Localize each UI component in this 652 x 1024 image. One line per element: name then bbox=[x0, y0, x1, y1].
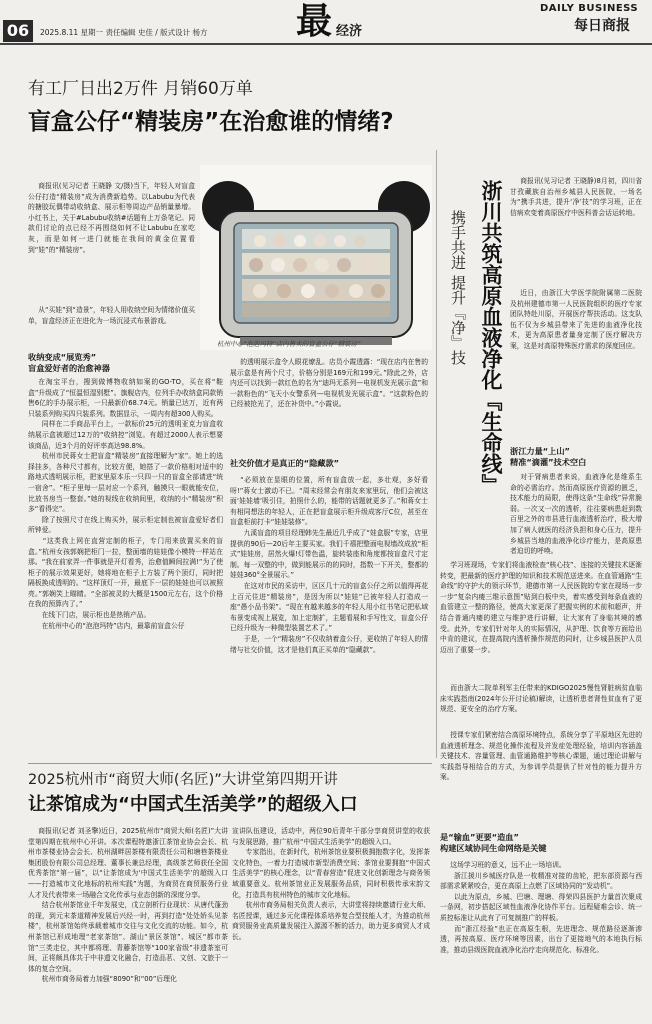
article2-headline: 让茶馆成为“中国式生活美学”的超级入口 bbox=[28, 794, 358, 815]
page-header bbox=[0, 0, 652, 44]
sidebar-paragraph-1: 商报讯(见习记者 王晓静)8月初，四川省甘孜藏族自治州乡城县人民医院，一场名为“携手共进，提升‘净’技”的学习班，正在信病欢变着高原医疗中医科普会话运转地。 bbox=[510, 177, 642, 217]
sidebar-headline: 浙川共筑高原血液净化『生命线』 bbox=[479, 180, 503, 495]
sidebar-section1-title: 浙江力量“上山” 精准“滴灌”技术空白 bbox=[510, 446, 587, 467]
article1-column1-body: 在淘宝平台，搜到做博物收纳如案的GO-TO，买在将“鞋盒”升级成了“恒温恒湿别墅”。旗舰店内，位列手办收纳盒同款销售6亿的手办展示柜，一只最新价68.74元。销量已达万，近有两只装系列购买四只装系列。数据显示，一周内有超300人购买。 同样在二手商品平台上，一款标价25元的透明亚克力盲盒收纳展示盒被超过12万的“收纳控”浏览。有超过2000人表示想要该商品，近3个月的好评率高达98.8%。 杭州市民蒋女士把盲盒“精装房”直接理解为“家”。她上的选择挂多，各种尺寸都有，比较方便，她搭了一款价格相对适中的路地式透明展示柜，把家里原本乐一只四一只的盲盒全部请进“统一宿舍”。“柜子里每一层对应一个系列，触摸只一眼就能安位，比放书房当一整套。”她的视线在收纳间里，收纳的小“精装房”积多“看得完”。 除了按照尺寸在线上购买外，展示柜定制也被盲盒爱好者们所钟爱。 “这类我上网在直营定制的柜子，专门用来放置买来的盲盒。”杭州女孩郭娴把柜门一拉，整面墙的娃娃像小模特一样站在那。“我在前家弄一件事就是开灯看秀，治愈值瞬间拉满!”为了使柜子的展示效果更好，她将地在柜子上方装了两个顶灯，同时把隔板换成透明的。“这样顶灯一开，最底下一层的娃娃也可以被照亮。”郭娴笑上瞄睛。“全部被灵的大概是1500元左右，这个价格在我的预算内了。” 在线下门店，展示柜也是热销产品。 在杭州中心的“泡泡玛特”店内，最靠前盲盒公仔 bbox=[28, 378, 223, 630]
column-divider bbox=[436, 150, 437, 758]
article2-kicker: 2025杭州市“商贸大师(名匠)”大讲堂第四期开讲 bbox=[28, 772, 338, 788]
article2-column2-body: 宣讲队伍建设，活动中，两位90后青年干部分享商贸讲堂的收获与发展思路，推广杭州“中国式生活美学”的超级入口。 专家指出，在新时代，杭州茶馆业要积极拥抱数字化，发挥茶文化特色，一着力打造城市新型消费空间；茶馆业要拥抱“中国式生活美学”的核心理念，以“青春营造”促进文化创新理念与商务领域重要意义。杭州茶馆业正发展服务品质，同时积极传承宋韵文化，打造具有杭州特色的城市文化地标。 杭州市商务局相关负责人表示，大讲堂将持续邀请行业大师、名匠授课，通过多元化课程体系培养复合型技能人才，为推动杭州商贸服务业高质量发展注入源源不断的活力，助力更多商贸人才成长。 bbox=[232, 827, 430, 941]
sidebar-paragraph-6: 授课专家们紧密结合高原环境特点，系统分享了平原地区先进的血液透析理念、规范化操作流程及并发症处理经验，培训内容涵盖关键技术、容量管理、血管通路维护等核心课题，通过理论讲解与实践指导相结合的方式，为参训学员提供了针对性的能力提升方案。 bbox=[440, 731, 642, 782]
photo-caption: 杭州中心“泡泡玛特”店内售卖的盲盒公仔“精装房” bbox=[217, 340, 361, 348]
sidebar-paragraph-3: 对于肾病患者来说，血液净化是维系生命的必需治疗。然而高原医疗资源的匮乏，技术能力的局限，使得这条“生命线”异常脆弱。一次又一次的透析，往往要病患赶到数百里之外的市县进行血液透析治疗，极大增加了病人就医的经济负担和身心压力，提升乡城县当地的血液净化诊疗能力，是高原患者迫切的呼唤。 bbox=[510, 473, 642, 556]
article1-lead-paragraph-1: 商报讯(见习记者 王晓静 文/摄)当下，年轻人对盲盒公仔打造“精装房”成为消费新趋势。以Labubu为代表的搪胶玩偶带动收纳盒、展示柜等周边产品销量暴增。小红书上，关于#Labubu收纳#话题有上万条笔记。同款们讨论的点已经不再围绕如何不让Labubu在家吃灰，而是如何一进门就能在我间的黄金位置看到“娃”的“精装房”。 bbox=[28, 182, 195, 254]
article1-kicker: 有工厂日出2万件 月销60万单 bbox=[28, 79, 253, 99]
article2-column1-body: 商报讯(记者 刘圣擎)近日，2025杭州市“商贸大师(名匠)”大讲堂第四期在杭州中心开讲。本次课程特邀浙江茶馆业协会会长、杭州市茶楼业协会会长、杭州湖畔居茶楼有限责任公司和塘巷茶楼业集团股份有限公司总经理、董事长兼总经理，高级茶艺师获任全国优秀茶馆“第一届”，以“让茶馆成为‘中国式生活美学’的超级入口——打造城市文化地标的杭州实践”为题，为商贸在商贸服务行业人才及代表带来一场融合文化传承与业态创新的深度分享。 结合杭州茶馆业千年发展史，戊立剖析行业现状：从唐代蓬劲的现，到元末茶道精神发展后兴经一时，再到打造“处处娇头见茶楼”，杭州茶馆始终承载着城市交往与文化交流的功能。如今，杭州茶馆已形成地理“老家茶馆”、湖山“景区茶馆”、城区“都市茶馆”三类走位，其中都将理、青藤茶馆等“100家省级”非遗茶室可间，正将颇具体共于中非遗文化融合，打造品茗、文创、文旅于一体的复合空间。 杭州市商务局着力加强“8090”和“00”后理化 bbox=[28, 827, 228, 984]
blind-box-display-case-photo bbox=[200, 165, 432, 350]
article1-lead-paragraph-2: 从“买娃”到“造景”，年轻人用收纳空间为情绪价值买单，盲盒经济正在进化为一场沉浸式布景游戏。 bbox=[28, 306, 195, 325]
sidebar-paragraph-7: 这场学习班的意义，远不止一场培训。 浙江援川乡城医疗队是一枚精准对接的齿轮，把东部资源与西部需求紧紧咬合，更在高原上点燃了区域协同的“发动机”。 以此为原点，乡城、巴塘、理塘、得荣四县医护力量首次聚成一条网，初步搭起区域性血液净化协作平台。远程疑难会诊、统一质控标准让从此有了可复制推广的样板。 而“浙江经验”也正在高原生根，先进理念、规范路径逐渐渗透，再按高原、医疗环境等因素，出台了更接地气的本地执行标准，推动县级医院血液净化治疗走向规范化、标准化。 bbox=[440, 861, 642, 954]
article1-section1-title: 收纳变成“展览秀” 盲盒爱好者的治愈神器 bbox=[28, 352, 110, 373]
sidebar-paragraph-2: 近日，由浙江大学医学院附属第二医院及杭州建德市第一人民医院组织的医疗专家团队特赴川原，开展医疗帮扶活动。这支队伍不仅为乡城县带来了先进的血液净化技术，更为高原患者量身定制了医疗解决方案，这是对高原特殊医疗需求的深度回应。 bbox=[510, 289, 642, 350]
header-rule bbox=[0, 43, 652, 45]
article1-column2-body: 的透明展示盒令人眼花缭乱。店员小霞透露：“现在店内在售的展示盒是有两个尺寸，价格分别是169元和199元。”除此之外，店内还可以找到一款红色的名为“迪玛无系列—电视机发光展示盒”和一款粉色的“飞天小女警系列—电视机发光展示盒”。“这款粉色的已经被抢光了，还在补货中。”小霞说。 bbox=[230, 358, 428, 409]
product-photo bbox=[200, 165, 432, 350]
page-number: 06 bbox=[3, 20, 33, 42]
sidebar-paragraph-4: 学习班现场，专家们将血液检查“核心技”、连接的关键技术逐渐转变，把最新的医疗护理的知识和技术规范送进来。在血管通路“生命线”的守护大的领示环节，建德市第一人民医院的专家在现场一步一步“复杂内瘘三维示意图”贴到白板中央，着实感受到每条血液的血管建立一整的路径，使高大家更深了把握实例的术前和超声，并结合普通内瘘的建立与维护进行讲解，让大家有了身临其境的感受。此外，专家们针对年人的实际情况，从护理、饮食等方面给出中肯的建议，在提高院内透析操作规范的同时，让乡城县医护人员迈出了重要一步。 bbox=[440, 561, 642, 654]
article1-section2-title: 社交价值才是真正的“隐藏款” bbox=[230, 458, 340, 468]
article1-headline: 盲盒公仔“精装房”在治愈谁的情绪? bbox=[28, 109, 394, 135]
section-logo-small: 经济 bbox=[336, 24, 363, 39]
brand-chinese: 每日商报 bbox=[574, 18, 630, 34]
sidebar-section2-title: 是“输血”更要“造血” 构建区域协同生命网络是关键 bbox=[440, 832, 547, 853]
article1-column2-body-continued: “必须放在显眼的位置，所有盲盒放一起，多壮观，多好看呀!”蒋女士激动不已。“周末经常会有朋友来家里玩，他们会被这面‘娃娃墙’吸引住，拍照什么的，能带的话题就更多了。”和蒋女士有相同想法的年轻人，正在把盲盒展示柜升级成客厅C位，甚至在盲盒柜前打卡“娃娃装修”。 九溪盲盒的项目经理韩先生最近几乎成了“娃盒服”专家，店里提供的90后—20后年主要买家。我们千禧把整面电视墙改成放“柜式”娃娃房，居然火爆!灯带色温，旋转装座和角度都按盲盒尺寸定制。每一双整的中，做到能展示的的同时，指数一下开关，整都的娃娃360°全景展示。” 在这对市民的采访中，区区几十元的盲盒公仔之所以值得再花上百元住进“精装房”，是因为所以“娃娃”已被年轻人打造成一座“愚小品书架”。“现在有越来越多的年轻人用小红书笔记把私域布景变成视上展览，加上定制扩，主题看展和手写性文，盲盒公仔已经升级为一种微型装置艺术了。” 于是，一个“精装房”不仅收纳着盒公仔，更收纳了年轻人的情绪与社交价值，这才是他们真正买单的“隐藏款”。 bbox=[230, 476, 428, 654]
sidebar-paragraph-5: 而由浙大二院单利军主任带来的KDIGO2025慢性肾脏病贫血临床实践指南(2024年公开讨论稿)解读，让透析患者肾性贫血有了更规范、更安全的治疗方案。 bbox=[440, 684, 642, 714]
date-line: 2025.8.11 星期一 责任编辑 史佳 / 版式设计 杨方 bbox=[40, 28, 208, 37]
sidebar-subhead: 携手共进 提升『净』技 bbox=[449, 210, 467, 365]
section-logo-big: 最 bbox=[296, 0, 333, 42]
article2-top-rule bbox=[28, 763, 432, 764]
brand-english: DAILY BUSINESS bbox=[540, 3, 639, 14]
